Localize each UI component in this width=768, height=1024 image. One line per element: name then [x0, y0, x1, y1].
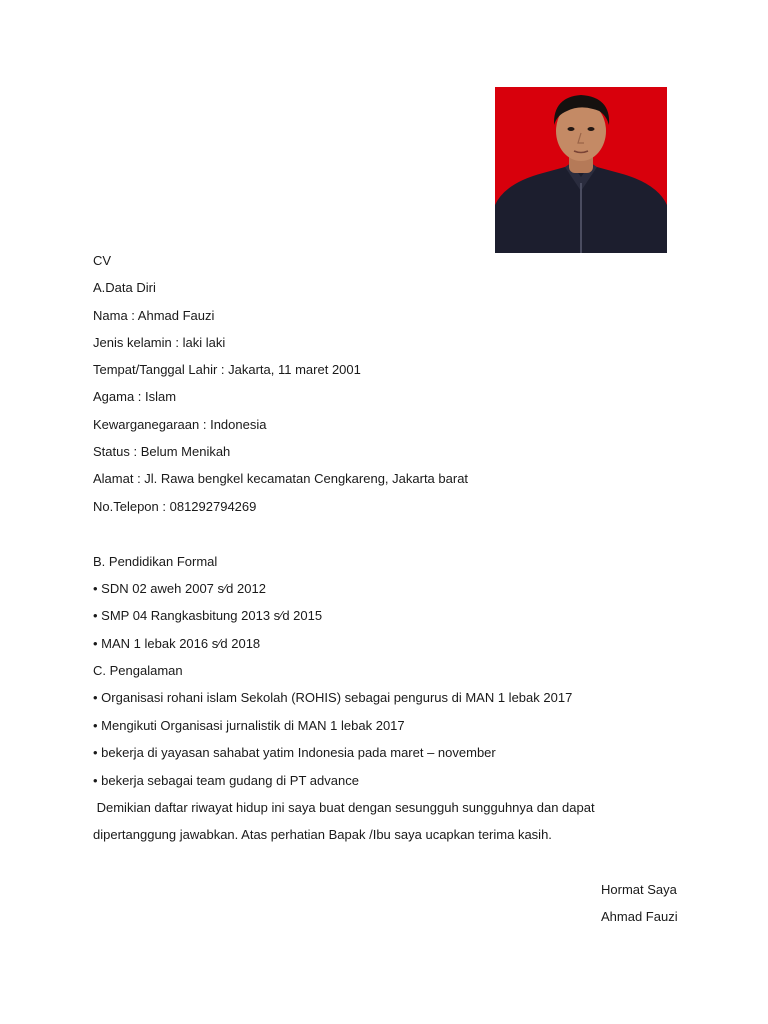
section-a-title: A.Data Diri: [93, 280, 156, 295]
field-alamat: Alamat : Jl. Rawa bengkel kecamatan Cengkareng, Jakarta barat: [93, 471, 469, 486]
closing-line-2: dipertanggung jawabkan. Atas perhatian Bapak /Ibu saya ucapkan terima kasih.: [93, 827, 552, 842]
field-agama: Agama : Islam: [93, 389, 177, 404]
field-nama: Nama : Ahmad Fauzi: [93, 308, 215, 323]
education-item: • MAN 1 lebak 2016 s⁄d 2018: [93, 636, 261, 651]
field-status: Status : Belum Menikah: [93, 444, 231, 459]
signature-greeting: Hormat Saya: [601, 882, 677, 897]
section-b-title: B. Pendidikan Formal: [93, 554, 218, 569]
field-tempat-tanggal-lahir: Tempat/Tanggal Lahir : Jakarta, 11 maret 2001: [93, 362, 361, 377]
section-c-title: C. Pengalaman: [93, 663, 183, 678]
cv-label: CV: [93, 253, 112, 268]
field-telepon: No.Telepon : 081292794269: [93, 499, 257, 514]
field-jenis-kelamin: Jenis kelamin : laki laki: [93, 335, 226, 350]
person-portrait-icon: [495, 87, 667, 253]
signature-name: Ahmad Fauzi: [601, 909, 678, 924]
education-item: • SDN 02 aweh 2007 s⁄d 2012: [93, 581, 266, 596]
experience-item: • bekerja sebagai team gudang di PT advance: [93, 773, 359, 788]
profile-photo: [495, 87, 667, 253]
experience-item: • Organisasi rohani islam Sekolah (ROHIS) sebagai pengurus di MAN 1 lebak 2017: [93, 690, 573, 705]
education-item: • SMP 04 Rangkasbitung 2013 s⁄d 2015: [93, 608, 323, 623]
field-kewarganegaraan: Kewarganegaraan : Indonesia: [93, 417, 267, 432]
experience-item: • Mengikuti Organisasi jurnalistik di MAN 1 lebak 2017: [93, 718, 405, 733]
experience-item: • bekerja di yayasan sahabat yatim Indonesia pada maret – november: [93, 745, 496, 760]
closing-line-1: Demikian daftar riwayat hidup ini saya buat dengan sesungguh sungguhnya dan dapat: [93, 800, 595, 815]
